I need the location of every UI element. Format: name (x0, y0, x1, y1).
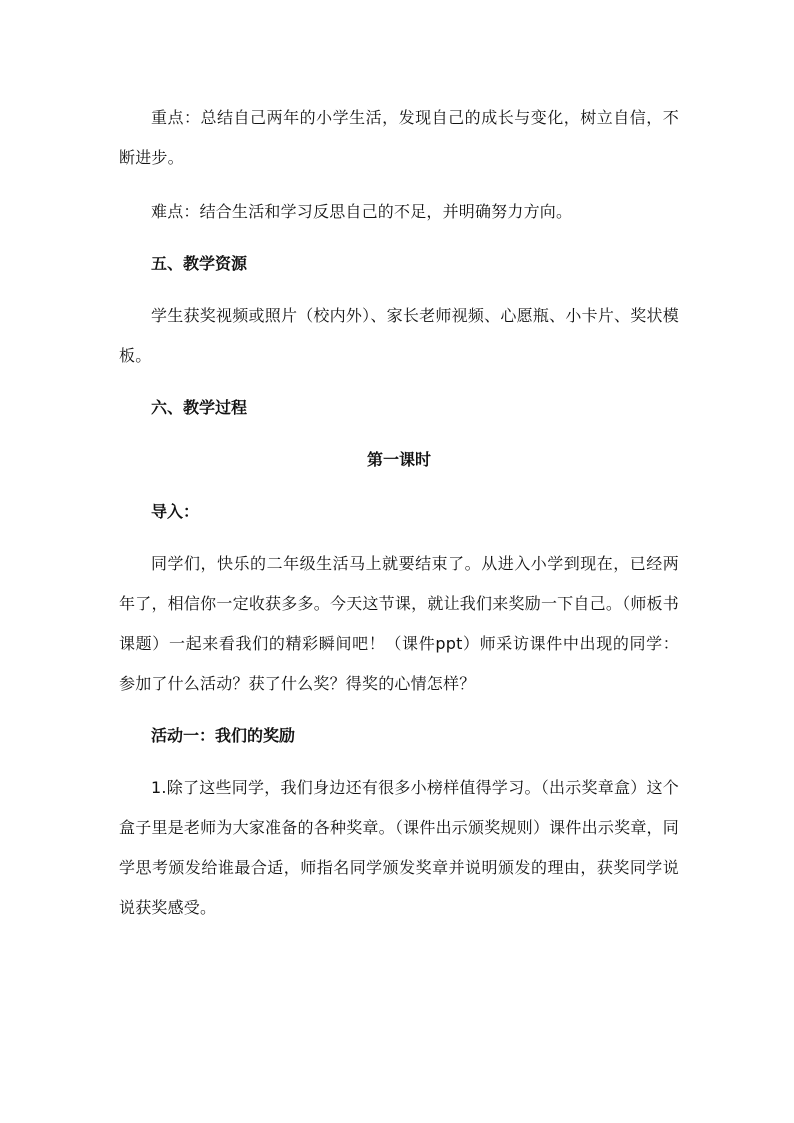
lesson-title: 第一课时 (366, 450, 431, 469)
key-point-paragraph: 重点：总结自己两年的小学生活，发现自己的成长与变化，树立自信，不断进步。 (119, 108, 679, 167)
section5-paragraph: 学生获奖视频或照片（校内外）、家长老师视频、心愿瓶、小卡片、奖状模板。 (119, 306, 679, 365)
activity1-heading: 活动一：我们的奖励 (151, 726, 296, 745)
intro-heading: 导入： (151, 502, 200, 521)
section6-heading: 六、教学过程 (151, 398, 248, 417)
section5-heading: 五、教学资源 (151, 254, 248, 273)
document-page (119, 0, 679, 928)
activity1-paragraph: 1.除了这些同学，我们身边还有很多小榜样值得学习。（出示奖章盒）这个盒子里是老师为大家准备的各种奖章。（课件出示颁奖规则）课件出示奖章，同学思考颁发给谁最合适，师指名同学颁发奖章并说明颁发的理由，获奖同学说说获奖感受。 (119, 778, 679, 917)
difficult-point-paragraph: 难点：结合生活和学习反思自己的不足，并明确努力方向。 (151, 202, 573, 221)
intro-paragraph: 同学们，快乐的二年级生活马上就要结束了。从进入小学到现在，已经两年了，相信你一定收获多多。今天这节课，就让我们来奖励一下自己。（师板书课题）一起来看我们的精彩瞬间吧！（课件ppt）师采访课件中出现的同学：参加了什么活动？获了什么奖？得奖的心情怎样？ (119, 554, 679, 693)
